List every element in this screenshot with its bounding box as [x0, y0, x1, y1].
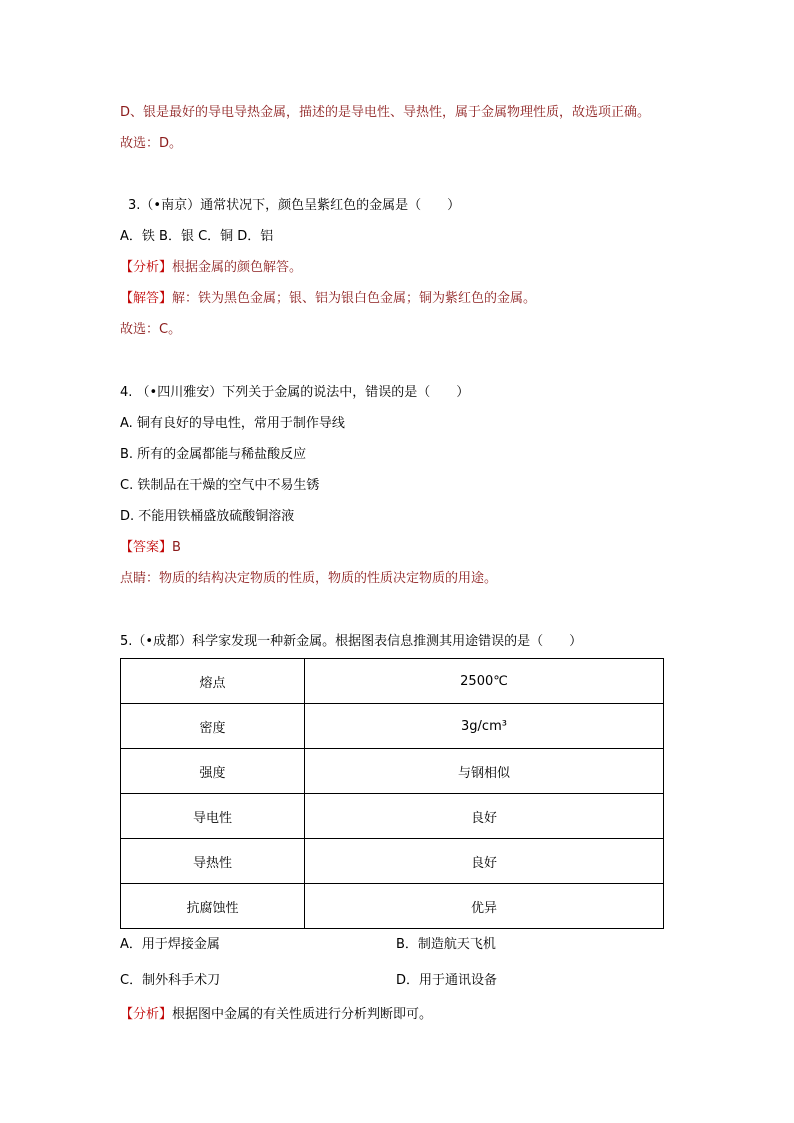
table-row: [121, 659, 664, 704]
q5-analysis-text: 根据图中金属的有关性质进行分析判断即可。: [172, 1007, 433, 1022]
q3-analysis: [120, 259, 302, 277]
q5-option-c: C．制外科手术刀: [120, 973, 221, 988]
value-cell: 良好: [305, 794, 664, 839]
q4-option-c: C. 铁制品在干燥的空气中不易生锈: [120, 478, 320, 493]
q3-solution-tag: 【解答】: [120, 291, 173, 306]
prev-option-d-analysis: D、银是最好的导电导热金属，描述的是导电性、导热性，属于金属物理性质，故选项正确。: [120, 105, 651, 120]
property-cell: 抗腐蚀性: [121, 884, 305, 929]
q4-option-a: A. 铜有良好的导电性，常用于制作导线: [120, 416, 345, 431]
table-row: [121, 794, 664, 839]
value-cell: 良好: [305, 839, 664, 884]
q3-answer: 故选：C。: [120, 322, 182, 337]
q5-analysis-tag: 【分析】: [120, 1007, 173, 1022]
q4-answer: [120, 539, 181, 557]
value-cell: 3g/cm³: [305, 704, 664, 749]
value-cell: 2500℃: [305, 659, 664, 704]
property-cell: 熔点: [121, 659, 305, 704]
q3-stem: 3.（•南京）通常状况下，颜色呈紫红色的金属是（ ）: [128, 198, 461, 213]
q5-analysis: [120, 1006, 432, 1024]
property-cell: 密度: [121, 704, 305, 749]
q5-option-a: A．用于焊接金属: [120, 937, 220, 952]
q3-analysis-text: 根据金属的颜色解答。: [172, 260, 303, 275]
q4-note: 点睛：物质的结构决定物质的性质，物质的性质决定物质的用途。: [120, 571, 498, 586]
q3-analysis-tag: 【分析】: [120, 260, 173, 275]
q4-answer-text: B: [172, 540, 181, 555]
q3-options: A．铁 B．银 C．铜 D．铝: [120, 229, 274, 244]
table-row: [121, 884, 664, 929]
q5-option-b: B．制造航天飞机: [396, 937, 496, 952]
q4-option-b: B. 所有的金属都能与稀盐酸反应: [120, 447, 307, 462]
q5-option-d: D．用于通讯设备: [396, 973, 498, 988]
table-row: [121, 749, 664, 794]
q5-stem: 5.（•成都）科学家发现一种新金属。根据图表信息推测其用途错误的是（ ）: [120, 634, 583, 649]
property-cell: 导电性: [121, 794, 305, 839]
q3-solution-text: 解：铁为黑色金属；银、铝为银白色金属；铜为紫红色的金属。: [172, 291, 537, 306]
q4-option-d: D. 不能用铁桶盛放硫酸铜溶液: [120, 509, 295, 524]
table-row: [121, 839, 664, 884]
property-cell: 强度: [121, 749, 305, 794]
property-cell: 导热性: [121, 839, 305, 884]
prev-answer: 故选：D。: [120, 136, 183, 151]
value-cell: 优异: [305, 884, 664, 929]
table-row: [121, 704, 664, 749]
metal-properties-table: [120, 658, 664, 929]
q4-answer-tag: 【答案】: [120, 540, 173, 555]
q4-stem: 4. （•四川雅安）下列关于金属的说法中，错误的是（ ）: [120, 385, 470, 400]
value-cell: 与钢相似: [305, 749, 664, 794]
q3-solution: [120, 290, 536, 308]
